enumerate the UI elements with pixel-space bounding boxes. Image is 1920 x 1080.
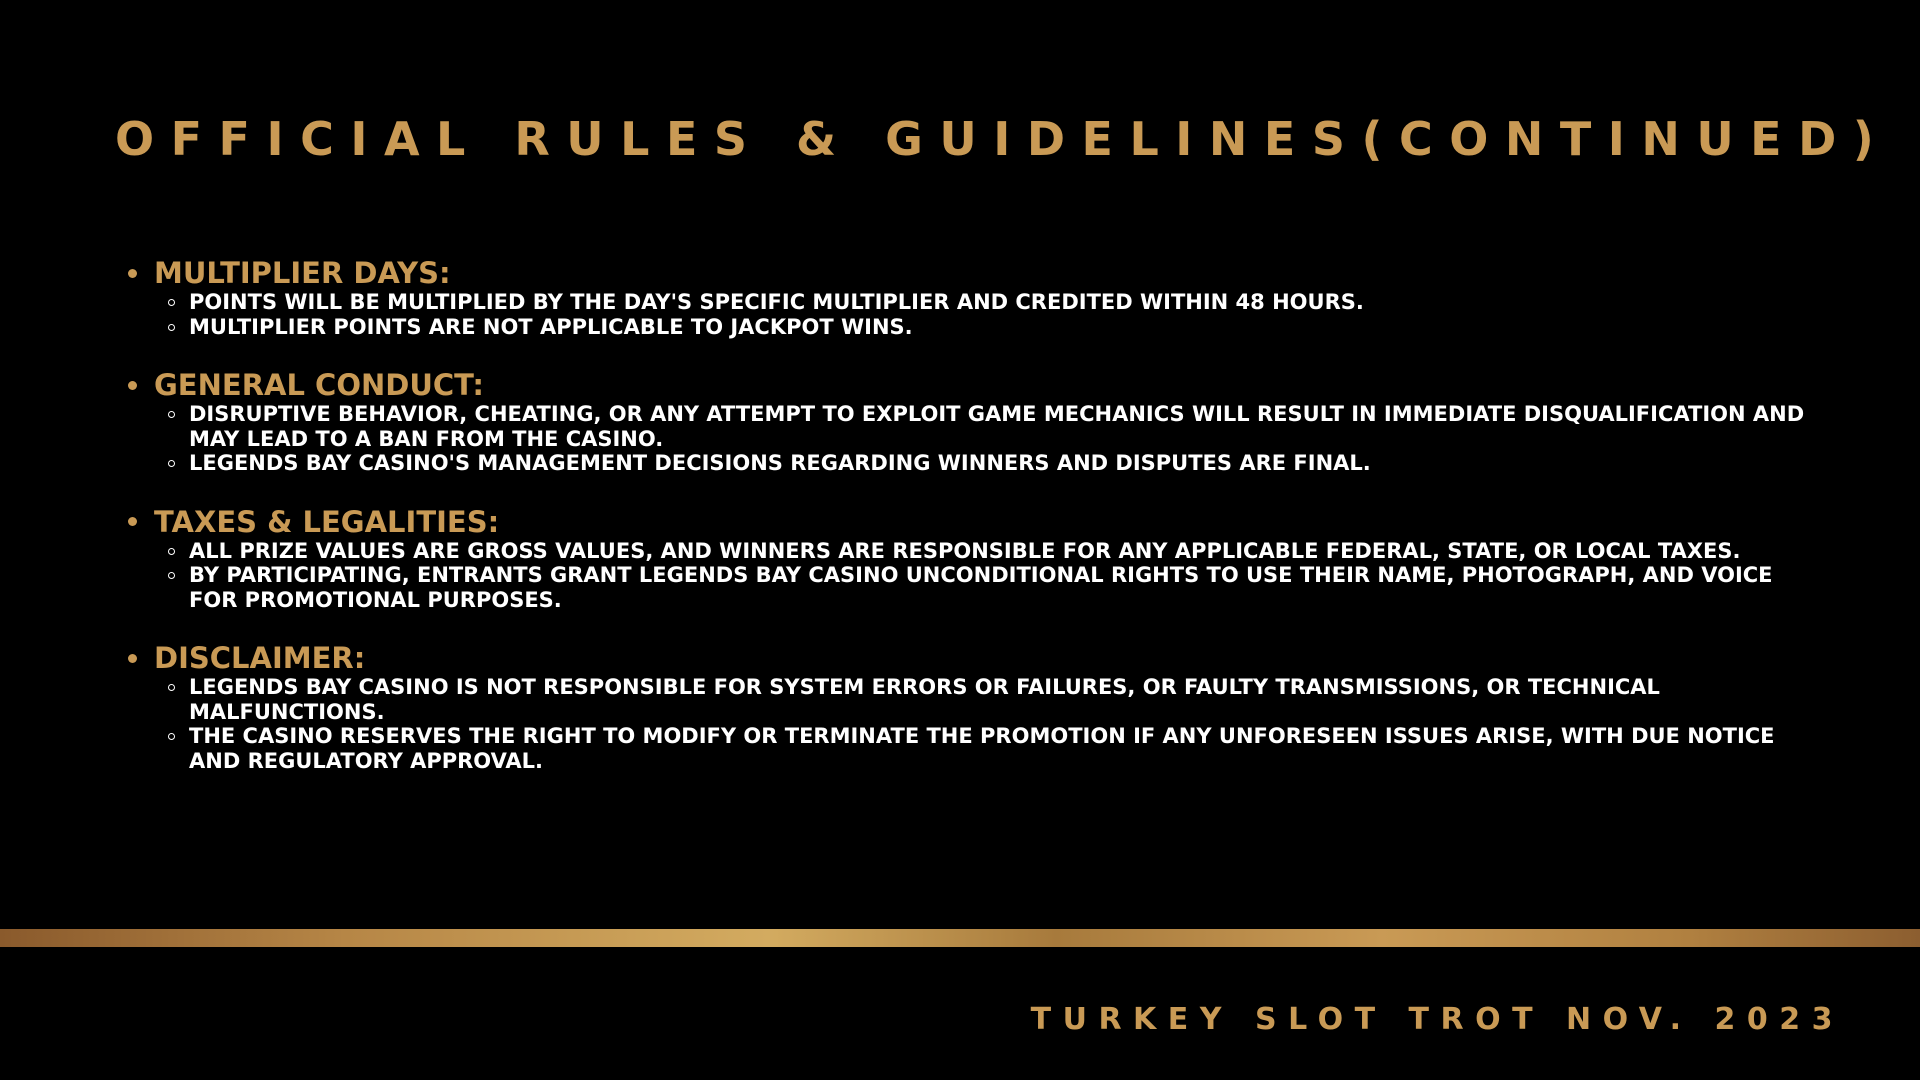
- bullet-icon: [128, 654, 137, 663]
- hollow-bullet-icon: [168, 733, 175, 740]
- list-item: [167, 539, 1817, 564]
- gold-divider: [0, 929, 1920, 947]
- list-item-text: MULTIPLIER POINTS ARE NOT APPLICABLE TO JACKPOT WINS.: [189, 314, 913, 339]
- section-heading-text: TAXES & LEGALITIES:: [154, 504, 500, 539]
- bullet-icon: [128, 381, 137, 390]
- footer-event-label: TURKEY SLOT TROT NOV. 2023: [1030, 1002, 1844, 1037]
- hollow-bullet-icon: [168, 684, 175, 691]
- rules-section-taxes-legalities: [128, 505, 1828, 613]
- list-item-text: LEGENDS BAY CASINO IS NOT RESPONSIBLE FOR SYSTEM ERRORS OR FAILURES, OR FAULTY TRANSMISSIONS, OR TECHNICAL MALFUNCTIONS.: [189, 675, 1660, 724]
- section-heading-text: MULTIPLIER DAYS:: [154, 256, 451, 290]
- rules-list: [128, 256, 1828, 802]
- list-item: [167, 675, 1817, 724]
- section-items: [128, 539, 1828, 613]
- list-item-text: BY PARTICIPATING, ENTRANTS GRANT LEGENDS BAY CASINO UNCONDITIONAL RIGHTS TO USE THEIR NAME, PHOTOGRAPH, AND VOICE FOR PROMOTIONAL PURPOSES.: [189, 563, 1773, 612]
- hollow-bullet-icon: [168, 299, 175, 306]
- list-item: [167, 724, 1817, 773]
- list-item-text: LEGENDS BAY CASINO'S MANAGEMENT DECISIONS REGARDING WINNERS AND DISPUTES ARE FINAL.: [189, 451, 1371, 475]
- list-item: [167, 451, 1817, 476]
- list-item: [167, 402, 1817, 451]
- bullet-icon: [128, 517, 137, 526]
- list-item: [167, 290, 1817, 315]
- section-heading-text: DISCLAIMER:: [154, 641, 366, 675]
- section-heading: [128, 368, 1828, 402]
- list-item-text: THE CASINO RESERVES THE RIGHT TO MODIFY OR TERMINATE THE PROMOTION IF ANY UNFORESEEN ISSUES ARISE, WITH DUE NOTICE AND REGULATORY APPROVAL.: [189, 724, 1775, 773]
- hollow-bullet-icon: [168, 572, 175, 579]
- hollow-bullet-icon: [168, 324, 175, 331]
- section-heading-text: GENERAL CONDUCT:: [154, 368, 484, 402]
- section-items: [128, 402, 1828, 476]
- list-item-text: POINTS WILL BE MULTIPLIED BY THE DAY'S SPECIFIC MULTIPLIER AND CREDITED WITHIN 48 HOURS.: [189, 290, 1364, 314]
- list-item: [167, 315, 1817, 340]
- list-item: [167, 563, 1817, 612]
- hollow-bullet-icon: [168, 411, 175, 418]
- list-item-text: ALL PRIZE VALUES ARE GROSS VALUES, AND WINNERS ARE RESPONSIBLE FOR ANY APPLICABLE FEDERAL, STATE, OR LOCAL TAXES.: [189, 538, 1741, 563]
- hollow-bullet-icon: [168, 548, 175, 555]
- hollow-bullet-icon: [168, 460, 175, 467]
- section-heading: [128, 256, 1828, 290]
- rules-section-general-conduct: [128, 368, 1828, 476]
- section-items: [128, 675, 1828, 773]
- bullet-icon: [128, 269, 137, 278]
- section-heading: [128, 505, 1828, 539]
- slide-title: OFFICIAL RULES & GUIDELINES(CONTINUED): [115, 112, 1891, 166]
- rules-section-disclaimer: [128, 641, 1828, 773]
- section-heading: [128, 641, 1828, 675]
- rules-section-multiplier-days: [128, 256, 1828, 339]
- list-item-text: DISRUPTIVE BEHAVIOR, CHEATING, OR ANY ATTEMPT TO EXPLOIT GAME MECHANICS WILL RESULT IN IMMEDIATE DISQUALIFICATION AND MAY LEAD TO A BAN FROM THE CASINO.: [189, 402, 1805, 451]
- section-items: [128, 290, 1828, 339]
